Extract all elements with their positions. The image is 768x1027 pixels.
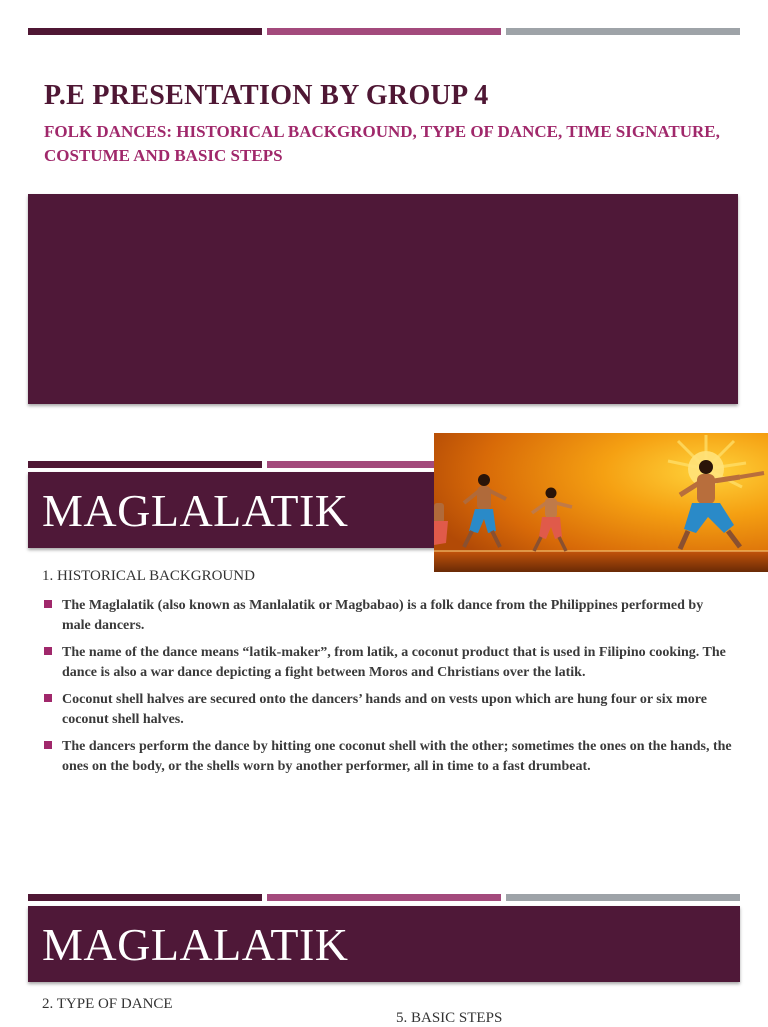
dancers-photo: [434, 433, 768, 572]
slide-heading: MAGLALATIK: [42, 485, 349, 536]
square-bullet-icon: [44, 741, 52, 749]
list-item: [42, 737, 732, 776]
slide-heading: MAGLALATIK: [42, 919, 349, 970]
title-panel: [28, 194, 738, 404]
square-bullet-icon: [44, 647, 52, 655]
decorative-bars-slide3: [28, 894, 740, 901]
section-heading-historical: 1. HISTORICAL BACKGROUND: [42, 568, 255, 584]
accent-bar-gray: [506, 894, 740, 901]
accent-bar-pink: [267, 28, 501, 35]
accent-bar-maroon: [28, 28, 262, 35]
historical-bullet-list: [42, 596, 732, 784]
bullet-text: The dancers perform the dance by hitting one coconut shell with the other; sometimes the ones on the hands, the ones on the body, or the shells worn by another performer, all in time to a fast drumbeat.: [62, 739, 732, 774]
bullet-text: Coconut shell halves are secured onto the dancers’ hands and on vests upon which are hung four or six more coconut shell halves.: [62, 692, 707, 727]
slide-heading-band: [28, 906, 740, 982]
list-item: [42, 643, 732, 682]
list-item: [42, 690, 732, 729]
list-item: [42, 596, 732, 635]
bullet-text: The Maglalatik (also known as Manlalatik or Magbabao) is a folk dance from the Philippines performed by male dancers.: [62, 598, 704, 633]
section-heading-basic-steps: 5. BASIC STEPS: [396, 1010, 503, 1026]
accent-bar-maroon: [28, 894, 262, 901]
accent-bar-pink: [267, 894, 501, 901]
accent-bar-gray: [506, 28, 740, 35]
square-bullet-icon: [44, 694, 52, 702]
decorative-bars-top: [28, 28, 740, 35]
dancers-photo-illustration: [434, 433, 768, 572]
accent-bar-maroon: [28, 461, 262, 468]
bullet-text: The name of the dance means “latik-maker”, from latik, a coconut product that is used in Filipino cooking. The dance is also a war dance depicting a fight between Moros and Christians over the latik.: [62, 645, 726, 680]
section-heading-type-of-dance: 2. TYPE OF DANCE: [42, 996, 173, 1012]
slide-title: P.E PRESENTATION BY GROUP 4: [44, 80, 489, 111]
square-bullet-icon: [44, 600, 52, 608]
slide-subtitle: FOLK DANCES: HISTORICAL BACKGROUND, TYPE OF DANCE, TIME SIGNATURE, COSTUME AND BASIC STEPS: [44, 122, 720, 165]
